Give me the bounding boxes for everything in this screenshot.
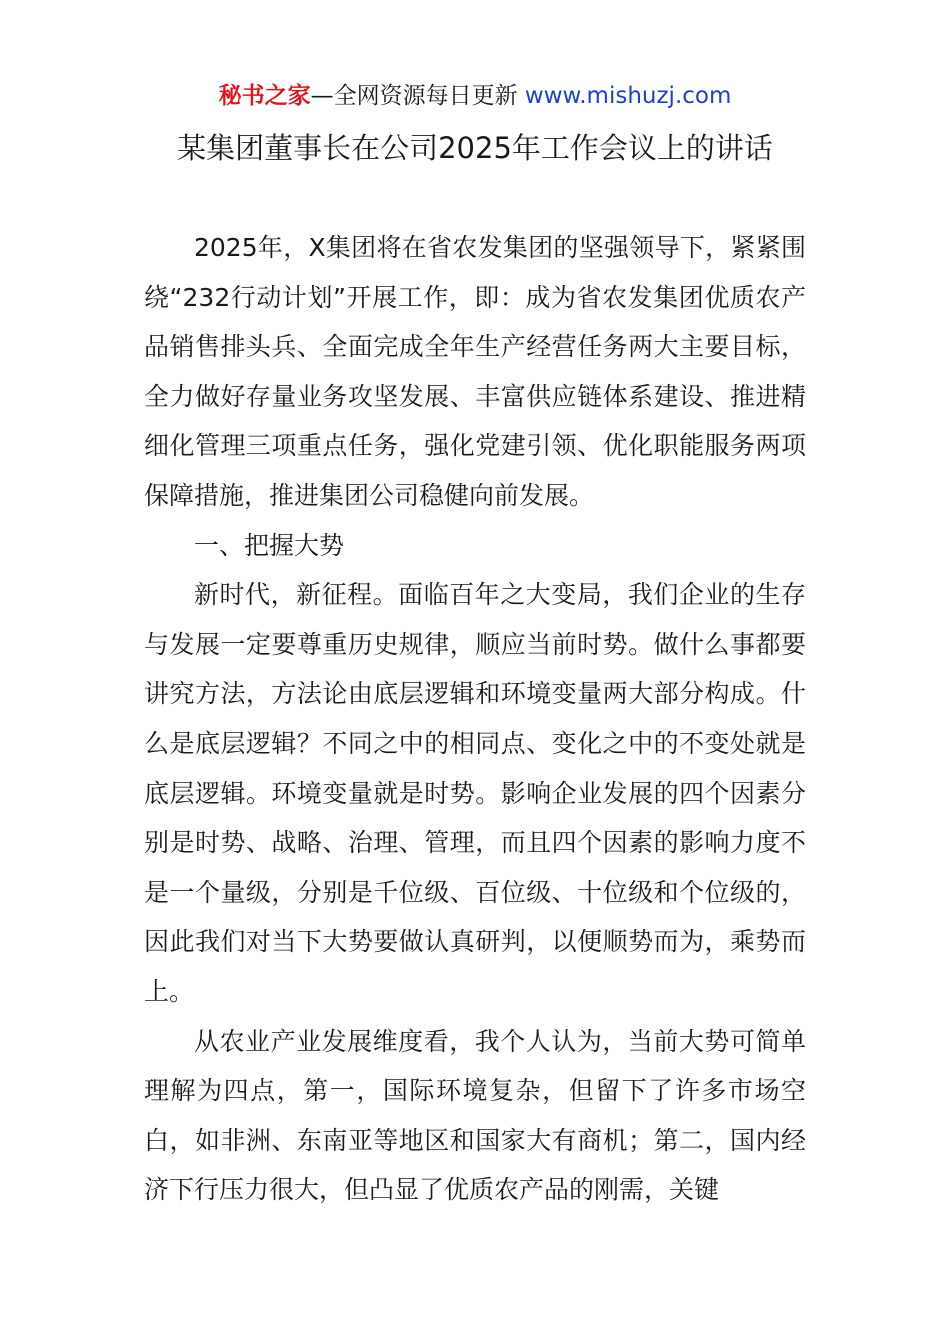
- section-heading: 一、把握大势: [194, 530, 345, 560]
- paragraph: 从农业产业发展维度看，我个人认为，当前大势可简单理解为四点，第一，国际环境复杂，但留下了许多市场空白，如非洲、东南亚等地区和国家大有商机；第二，国内经济下行压力很大，但凸显了优质农产品的刚需，关键: [144, 1026, 806, 1205]
- site-header: [0, 80, 950, 112]
- paragraph: 新时代，新征程。面临百年之大变局，我们企业的生存与发展一定要尊重历史规律，顺应当前时势。做什么事都要讲究方法，方法论由底层逻辑和环境变量两大部分构成。什么是底层逻辑？不同之中的相同点、变化之中的不变处就是底层逻辑。环境变量就是时势。影响企业发展的四个因素分别是时势、战略、治理、管理，而且四个因素的影响力度不是一个量级，分别是千位级、百位级、十位级和个位级的，因此我们对当下大势要做认真研判，以便顺势而为，乘势而上。: [144, 580, 806, 1006]
- paragraph-intro: 2025年，X集团将在省农发集团的坚强领导下，紧紧围绕“232行动计划”开展工作，即：成为省农发集团优质农产品销售排头兵、全面完成全年生产经营任务两大主要目标，全力做好存量业务攻坚发展、丰富供应链体系建设、推进精细化管理三项重点任务，强化党建引领、优化职能服务两项保障措施，推进集团公司稳健向前发展。: [144, 233, 806, 510]
- brand-name: 秘书之家: [218, 83, 311, 109]
- site-url-link[interactable]: www.mishuzj.com: [524, 83, 732, 109]
- document-body: [144, 223, 806, 1215]
- document-title: 某集团董事长在公司2025年工作会议上的讲话: [177, 131, 773, 165]
- site-tagline: —全网资源每日更新: [310, 83, 525, 109]
